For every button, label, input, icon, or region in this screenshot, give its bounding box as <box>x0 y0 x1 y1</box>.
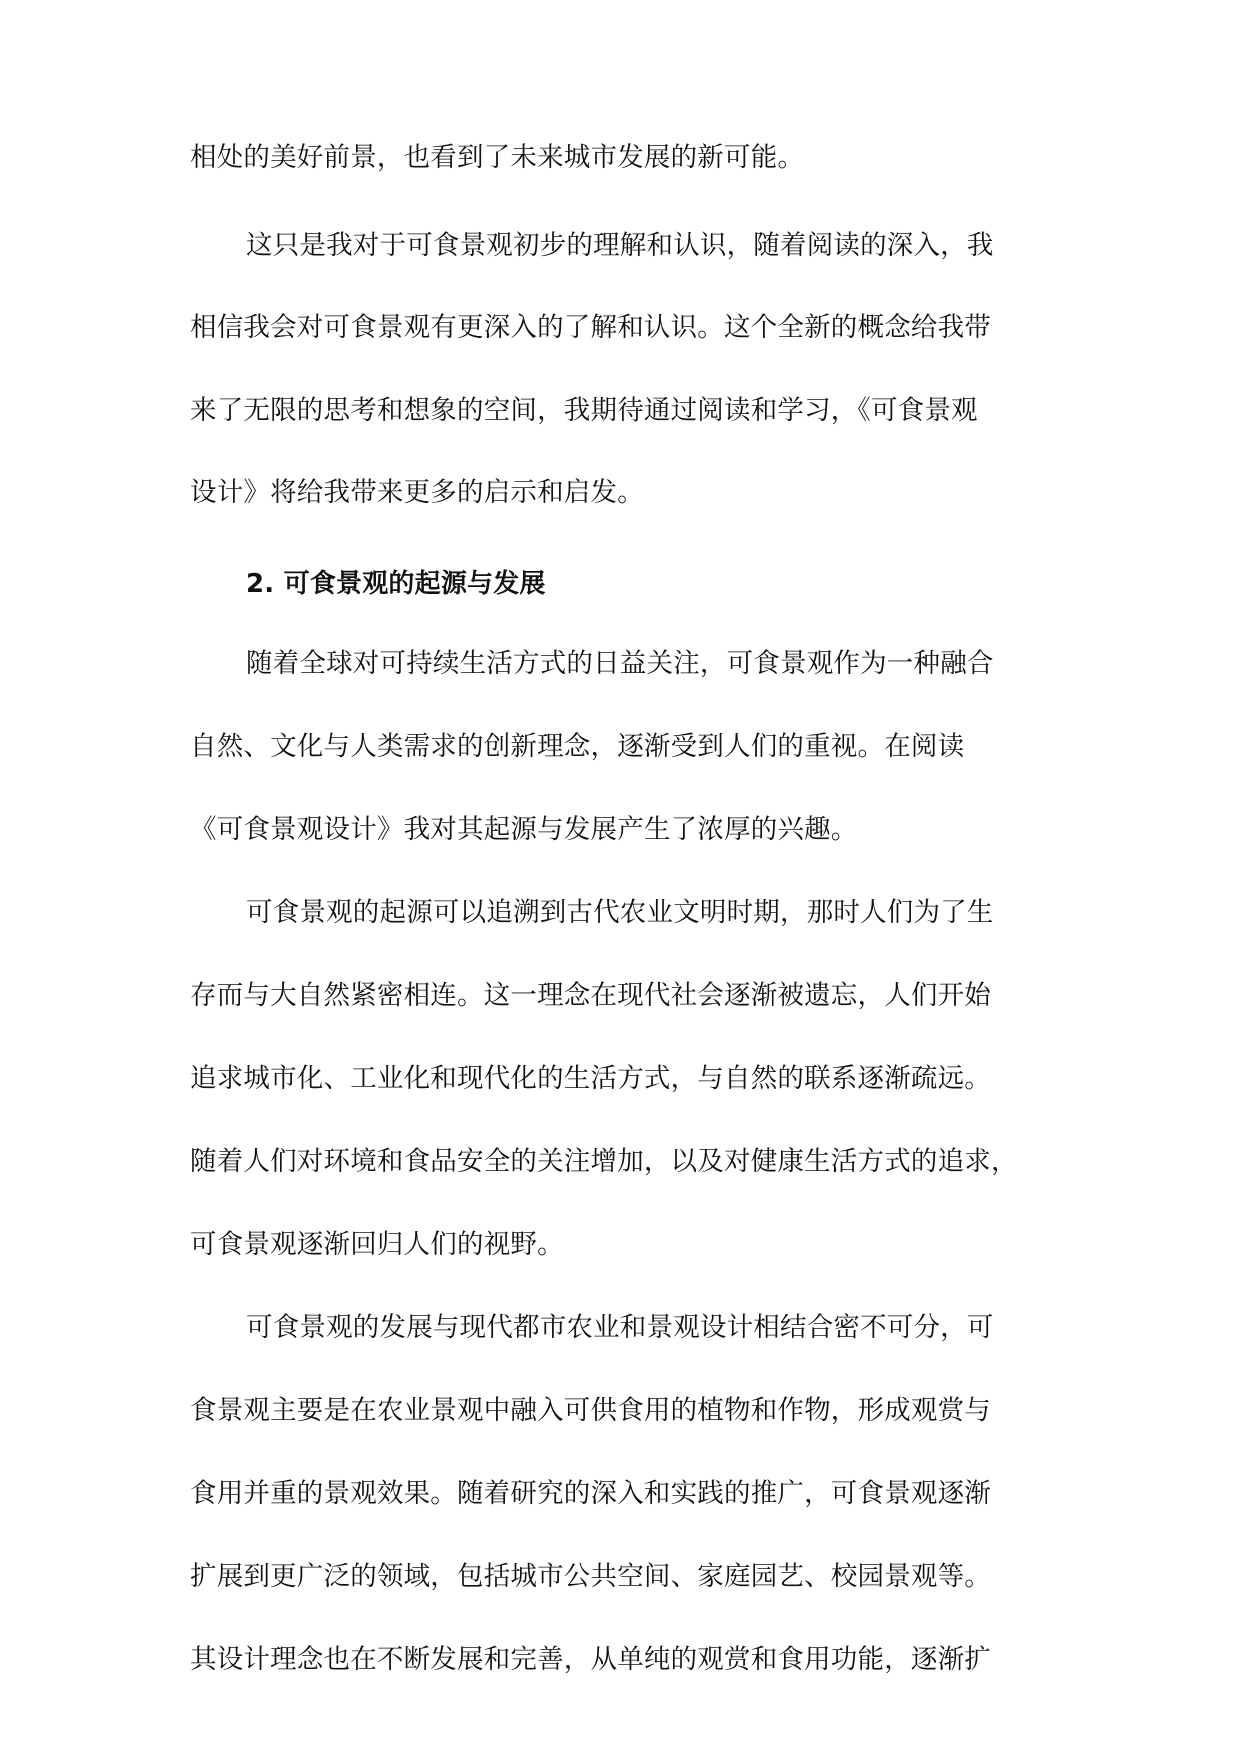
text-line: 自然、文化与人类需求的创新理念，逐渐受到人们的重视。在阅读 <box>190 731 965 762</box>
text-line: 可食景观逐渐回归人们的视野。 <box>190 1229 564 1260</box>
text-line: 来了无限的思考和想象的空间，我期待通过阅读和学习，《可食景观 <box>190 395 978 426</box>
text-line: 可食景观的起源可以追溯到古代农业文明时期，那时人们为了生 <box>246 897 994 928</box>
text-line: 扩展到更广泛的领域，包括城市公共空间、家庭园艺、校园景观等。 <box>190 1561 991 1592</box>
text-line: 这只是我对于可食景观初步的理解和认识，随着阅读的深入，我 <box>246 230 994 261</box>
text-line: 随着全球对可持续生活方式的日益关注，可食景观作为一种融合 <box>246 648 994 679</box>
text-line: 相信我会对可食景观有更深入的了解和认识。这个全新的概念给我带 <box>190 312 991 343</box>
text-line: 《可食景观设计》我对其起源与发展产生了浓厚的兴趣。 <box>190 814 858 845</box>
text-line: 设计》将给我带来更多的启示和启发。 <box>190 477 644 508</box>
text-line: 食景观主要是在农业景观中融入可供食用的植物和作物，形成观赏与 <box>190 1395 991 1426</box>
text-line: 可食景观的发展与现代都市农业和景观设计相结合密不可分，可 <box>246 1312 994 1343</box>
text-line: 存而与大自然紧密相连。这一理念在现代社会逐渐被遗忘，人们开始 <box>190 980 991 1011</box>
text-line: 相处的美好前景，也看到了未来城市发展的新可能。 <box>190 142 805 173</box>
text-line: 随着人们对环境和食品安全的关注增加，以及对健康生活方式的追求， <box>190 1146 1018 1177</box>
text-line: 其设计理念也在不断发展和完善，从单纯的观赏和食用功能，逐渐扩 <box>190 1644 991 1675</box>
text-line: 食用并重的景观效果。随着研究的深入和实践的推广，可食景观逐渐 <box>190 1478 991 1509</box>
text-line: 追求城市化、工业化和现代化的生活方式，与自然的联系逐渐疏远。 <box>190 1063 991 1094</box>
section-heading: 2. 可食景观的起源与发展 <box>246 569 546 599</box>
